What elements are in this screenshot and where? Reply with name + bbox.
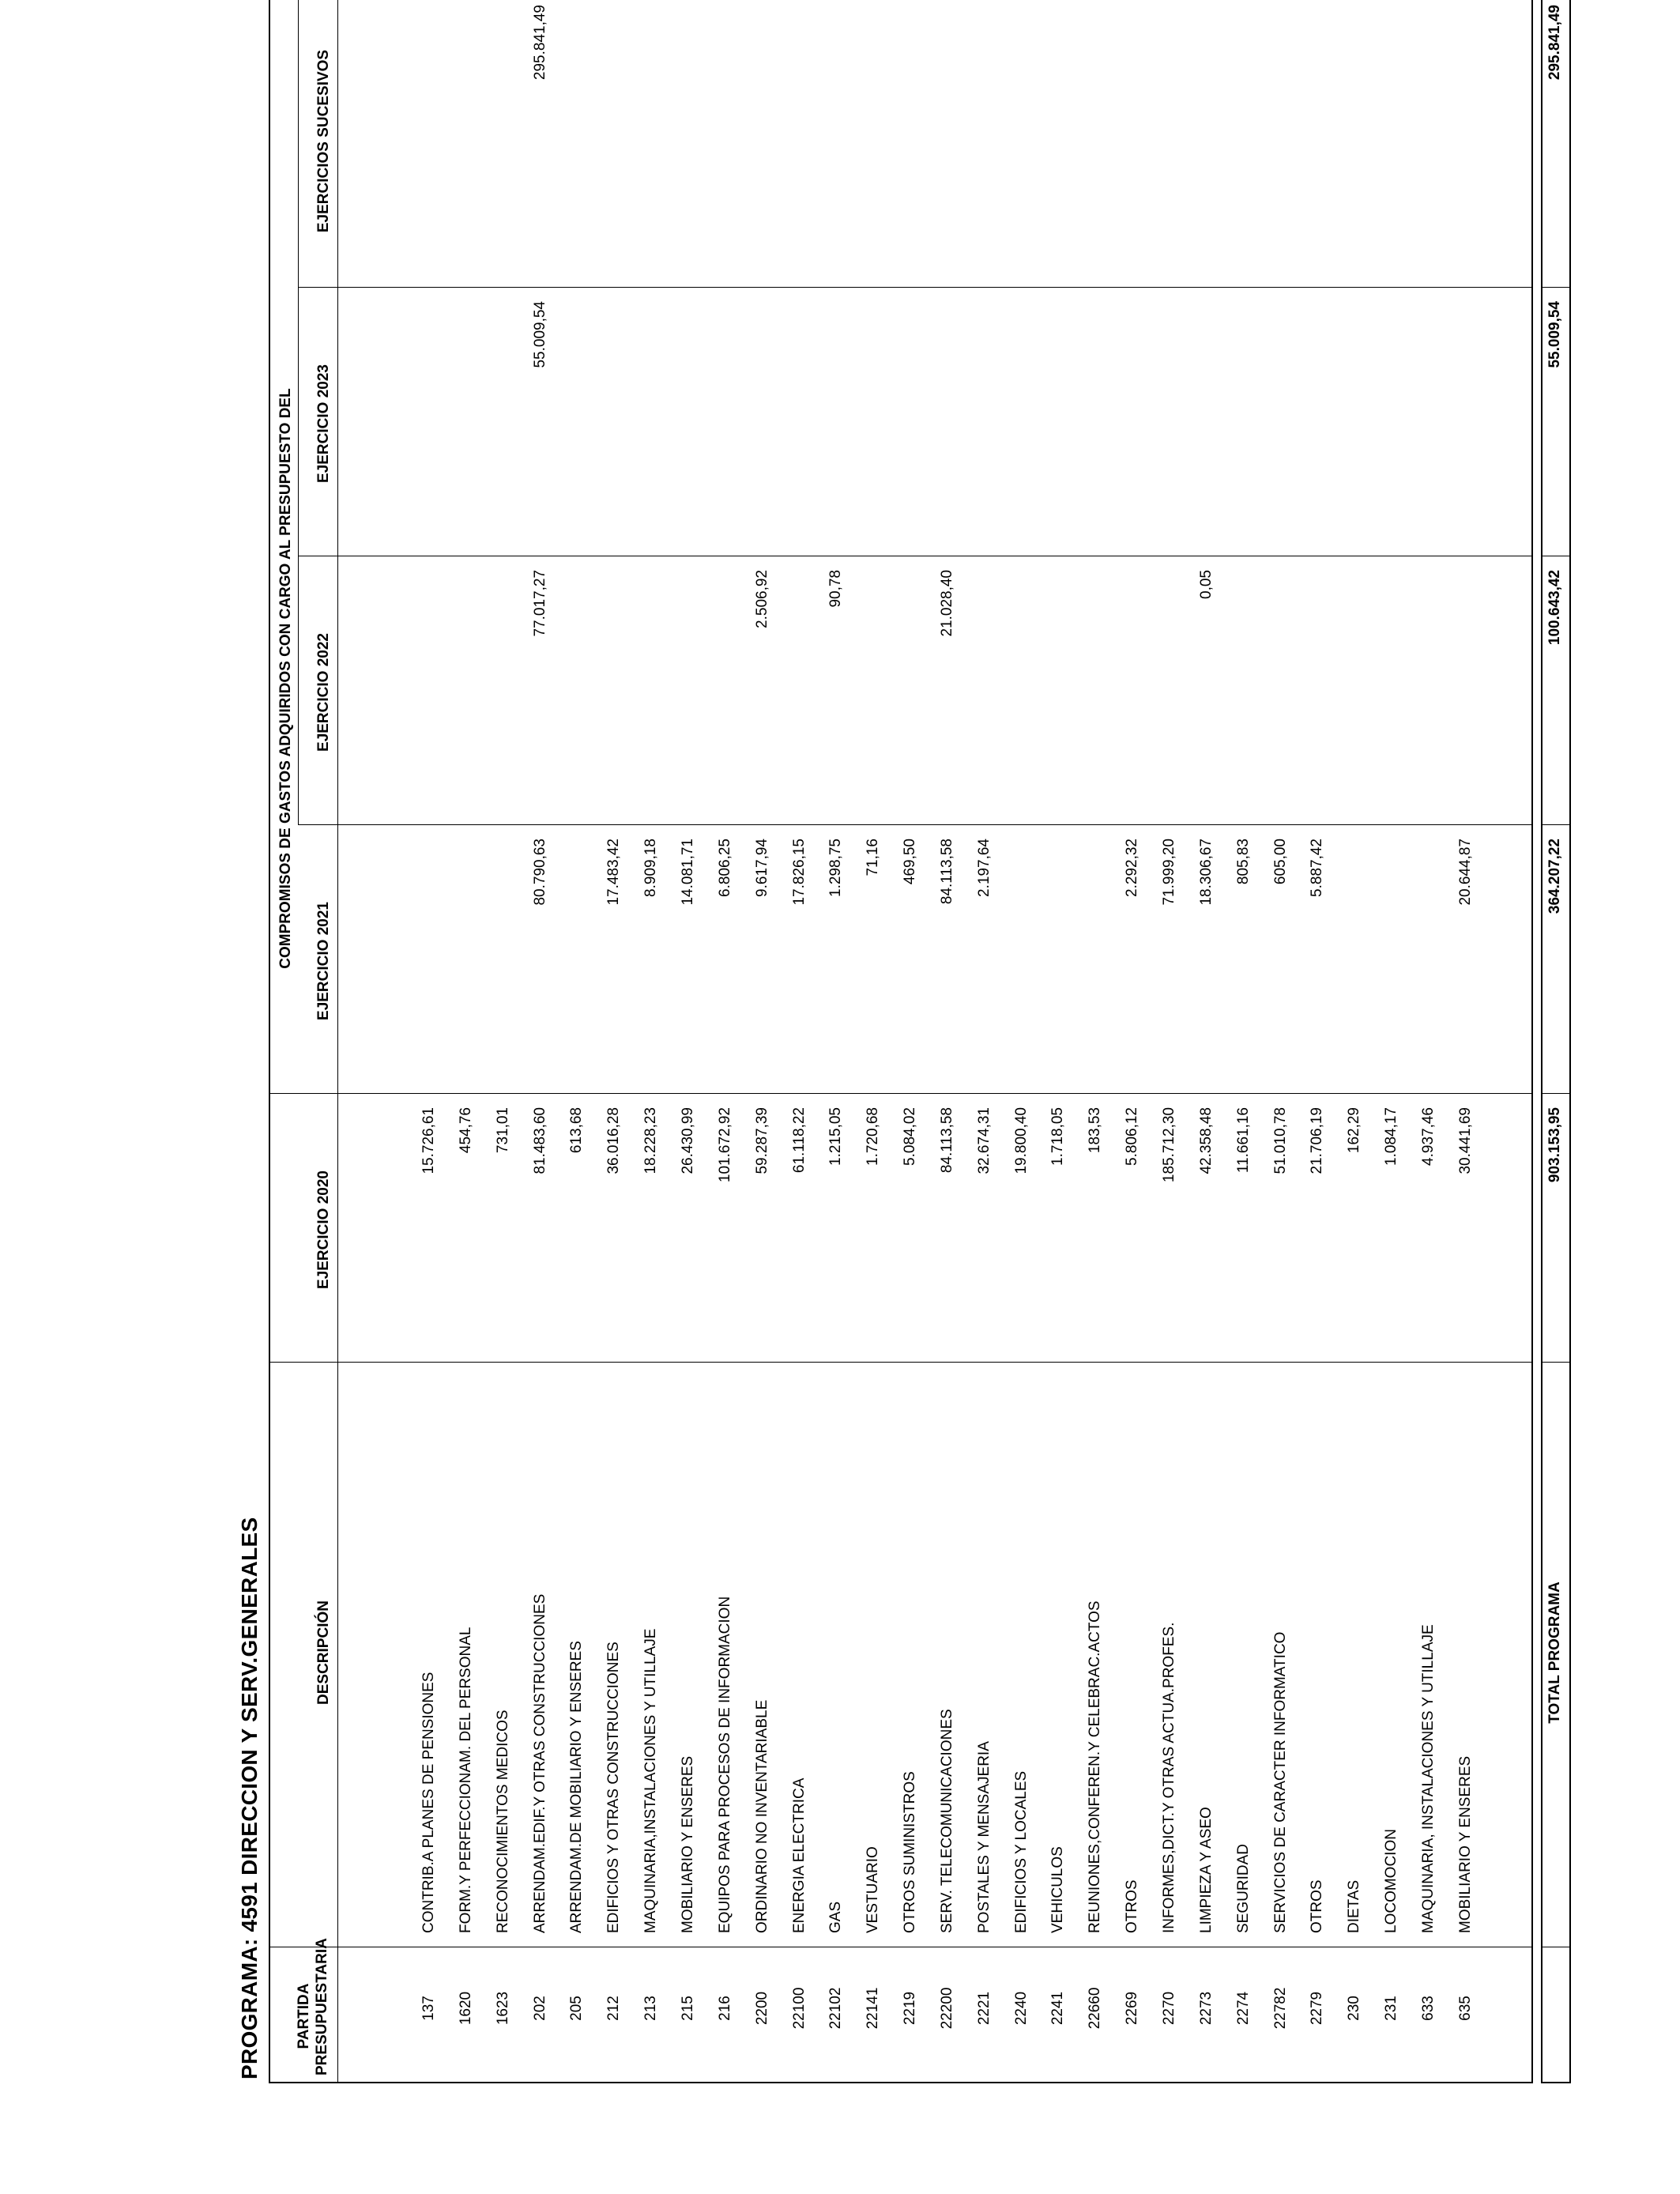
cell-suc bbox=[975, 5, 994, 289]
cell-suc bbox=[1419, 5, 1438, 289]
cell-e2020: 5.084,02 bbox=[902, 1107, 918, 1166]
cell-e2022 bbox=[1456, 570, 1475, 827]
cell-e2022 bbox=[1123, 570, 1142, 827]
cell-e2021: 9.617,94 bbox=[754, 839, 770, 897]
cell-desc: OTROS bbox=[1124, 1879, 1140, 1933]
cell-code: 213 bbox=[642, 1996, 659, 2021]
cell-e2023 bbox=[753, 301, 772, 558]
cell-e2023 bbox=[864, 301, 883, 558]
cell-e2022 bbox=[605, 570, 623, 827]
cell-e2023 bbox=[1419, 301, 1438, 558]
cell-code: 212 bbox=[605, 1996, 622, 2021]
cell-suc bbox=[1049, 5, 1068, 289]
cell-desc: POSTALES Y MENSAJERIA bbox=[976, 1741, 993, 1933]
cell-code: 2221 bbox=[976, 1991, 993, 2026]
cell-e2022 bbox=[975, 570, 994, 827]
cell-code: 22660 bbox=[1087, 1987, 1103, 2030]
cell-e2020: 26.430,99 bbox=[680, 1107, 696, 1174]
cell-suc bbox=[420, 5, 439, 289]
cell-code: 202 bbox=[532, 1996, 548, 2021]
cell-suc bbox=[679, 5, 698, 289]
cell-e2023 bbox=[605, 301, 623, 558]
cell-e2023 bbox=[457, 301, 476, 558]
cell-e2023 bbox=[420, 301, 439, 558]
cell-suc bbox=[790, 5, 809, 289]
cell-e2020: 185.712,30 bbox=[1161, 1107, 1177, 1183]
cell-suc bbox=[716, 5, 735, 289]
cell-suc bbox=[1197, 5, 1216, 289]
cell-e2021 bbox=[1345, 839, 1364, 1095]
cell-suc bbox=[567, 5, 586, 289]
cell-code: 1623 bbox=[495, 1991, 511, 2026]
cell-e2020: 84.113,58 bbox=[939, 1107, 955, 1174]
cell-e2021: 605,00 bbox=[1272, 839, 1289, 885]
cell-e2023 bbox=[1049, 301, 1068, 558]
cell-e2020: 15.726,61 bbox=[420, 1107, 437, 1174]
cell-desc: OTROS bbox=[1309, 1879, 1325, 1933]
cell-desc: ORDINARIO NO INVENTARIABLE bbox=[754, 1699, 770, 1933]
cell-e2023 bbox=[901, 301, 920, 558]
cell-code: 22100 bbox=[791, 1987, 808, 2030]
cell-e2021 bbox=[1012, 839, 1031, 1095]
cell-desc: DIETAS bbox=[1346, 1879, 1362, 1933]
cell-e2021: 8.909,18 bbox=[642, 839, 659, 897]
cell-code: 1620 bbox=[458, 1991, 474, 2026]
cell-e2023 bbox=[938, 301, 957, 558]
cell-desc: OTROS SUMINISTROS bbox=[902, 1771, 918, 1933]
cell-suc bbox=[642, 5, 661, 289]
cell-e2021: 2.197,64 bbox=[976, 839, 993, 897]
header-partida bbox=[295, 1938, 331, 2075]
cell-e2020: 731,01 bbox=[495, 1107, 511, 1154]
cell-e2020: 19.800,40 bbox=[1013, 1107, 1030, 1174]
cell-code: 2279 bbox=[1309, 1991, 1325, 2026]
cell-e2021: 6.806,25 bbox=[717, 839, 733, 897]
header-sucesivos: EJERCICIOS SUCESIVOS bbox=[315, 49, 332, 233]
cell-e2020: 1.720,68 bbox=[864, 1107, 881, 1166]
cell-e2020: 1.084,17 bbox=[1383, 1107, 1399, 1166]
cell-e2023 bbox=[1456, 301, 1475, 558]
cell-e2020: 454,76 bbox=[458, 1107, 474, 1154]
cell-suc bbox=[1160, 5, 1179, 289]
cell-desc: MAQUINARIA, INSTALACIONES Y UTILLAJE bbox=[1420, 1624, 1437, 1933]
cell-e2022 bbox=[1382, 570, 1401, 827]
cell-code: 216 bbox=[717, 1996, 733, 2021]
cell-e2020: 101.672,92 bbox=[717, 1107, 733, 1183]
cell-suc bbox=[827, 5, 846, 289]
cell-e2023 bbox=[1308, 301, 1327, 558]
total-e2023: 55.009,54 bbox=[1546, 301, 1563, 368]
cell-e2022 bbox=[679, 570, 698, 827]
cell-desc: VEHICULOS bbox=[1049, 1846, 1066, 1933]
cell-e2022: 21.028,40 bbox=[939, 570, 955, 637]
cell-e2023 bbox=[567, 301, 586, 558]
cell-e2022 bbox=[1012, 570, 1031, 827]
cell-suc bbox=[1308, 5, 1327, 289]
cell-e2022 bbox=[494, 570, 513, 827]
cell-e2021: 18.306,67 bbox=[1198, 839, 1215, 906]
cell-e2022 bbox=[864, 570, 883, 827]
cell-e2023 bbox=[1086, 301, 1105, 558]
cell-e2021: 17.483,42 bbox=[605, 839, 622, 906]
cell-desc: LIMPIEZA Y ASEO bbox=[1198, 1807, 1215, 1933]
cell-desc: MOBILIARIO Y ENSERES bbox=[680, 1755, 696, 1933]
cell-e2020: 30.441,69 bbox=[1457, 1107, 1474, 1174]
cell-suc bbox=[1086, 5, 1105, 289]
header-partida-line2: PRESUPUESTARIA bbox=[314, 1938, 330, 2075]
cell-e2023 bbox=[1382, 301, 1401, 558]
cell-code: 2269 bbox=[1124, 1991, 1140, 2026]
cell-e2022 bbox=[1234, 570, 1253, 827]
cell-suc bbox=[864, 5, 883, 289]
cell-e2022 bbox=[1160, 570, 1179, 827]
cell-e2021: 2.292,32 bbox=[1124, 839, 1140, 897]
cell-e2021 bbox=[494, 839, 513, 1095]
cell-e2022 bbox=[790, 570, 809, 827]
cell-e2020: 4.937,46 bbox=[1420, 1107, 1437, 1166]
cell-desc: EDIFICIOS Y OTRAS CONSTRUCCIONES bbox=[605, 1642, 622, 1933]
cell-e2022 bbox=[1049, 570, 1068, 827]
cell-e2023 bbox=[1012, 301, 1031, 558]
cell-suc bbox=[1345, 5, 1364, 289]
total-label: TOTAL PROGRAMA bbox=[1546, 1581, 1563, 1724]
cell-suc bbox=[1382, 5, 1401, 289]
cell-code: 2241 bbox=[1049, 1991, 1066, 2026]
header-ej2022: EJERCICIO 2022 bbox=[315, 633, 332, 752]
cell-desc: ENERGIA ELECTRICA bbox=[791, 1777, 808, 1933]
cell-desc: EDIFICIOS Y LOCALES bbox=[1013, 1770, 1030, 1933]
cell-suc bbox=[457, 5, 476, 289]
cell-e2020: 36.016,28 bbox=[605, 1107, 622, 1174]
cell-desc: GAS bbox=[827, 1901, 844, 1933]
cell-code: 2200 bbox=[754, 1991, 770, 2026]
cell-e2020: 59.287,39 bbox=[754, 1107, 770, 1174]
cell-code: 2274 bbox=[1235, 1991, 1252, 2026]
cell-code: 22102 bbox=[827, 1987, 844, 2030]
cell-desc: FORM.Y PERFECCIONAM. DEL PERSONAL bbox=[458, 1627, 474, 1933]
cell-e2023 bbox=[1160, 301, 1179, 558]
cell-desc: CONTRIB.A PLANES DE PENSIONES bbox=[420, 1672, 437, 1933]
cell-desc: MOBILIARIO Y ENSERES bbox=[1457, 1755, 1474, 1933]
cell-e2022 bbox=[420, 570, 439, 827]
header-partida-line1: PARTIDA bbox=[296, 1983, 312, 2049]
cell-e2021: 5.887,42 bbox=[1309, 839, 1325, 897]
cell-desc: INFORMES,DICT.Y OTRAS ACTUA.PROFES. bbox=[1161, 1622, 1177, 1933]
header-ej2023: EJERCICIO 2023 bbox=[315, 364, 332, 483]
cell-e2023 bbox=[975, 301, 994, 558]
cell-e2023 bbox=[827, 301, 846, 558]
cell-e2021: 14.081,71 bbox=[680, 839, 696, 906]
cell-code: 2270 bbox=[1161, 1991, 1177, 2026]
cell-e2022: 77.017,27 bbox=[532, 570, 548, 637]
cell-e2023 bbox=[1271, 301, 1290, 558]
cell-e2020: 162,29 bbox=[1346, 1107, 1362, 1154]
cell-e2021: 20.644,87 bbox=[1457, 839, 1474, 906]
cell-suc bbox=[1123, 5, 1142, 289]
cell-e2022 bbox=[716, 570, 735, 827]
cell-code: 22200 bbox=[939, 1987, 955, 2030]
cell-code: 231 bbox=[1383, 1996, 1399, 2021]
cell-e2020: 5.806,12 bbox=[1124, 1107, 1140, 1166]
header-group: COMPROMISOS DE GASTOS ADQUIRIDOS CON CARGO AL PRESUPUESTO DEL bbox=[277, 388, 294, 969]
cell-e2021: 84.113,58 bbox=[939, 839, 955, 905]
cell-desc: MAQUINARIA,INSTALACIONES Y UTILLAJE bbox=[642, 1628, 659, 1933]
cell-e2021 bbox=[1049, 839, 1068, 1095]
cell-desc: REUNIONES,CONFEREN.Y CELEBRAC.ACTOS bbox=[1087, 1600, 1103, 1933]
cell-e2022 bbox=[901, 570, 920, 827]
cell-desc: SEGURIDAD bbox=[1235, 1844, 1252, 1933]
total-e2021: 364.207,22 bbox=[1546, 839, 1563, 914]
cell-e2022 bbox=[457, 570, 476, 827]
cell-suc bbox=[1234, 5, 1253, 289]
cell-e2020: 81.483,60 bbox=[532, 1107, 548, 1174]
cell-code: 230 bbox=[1346, 1996, 1362, 2021]
total-e2020: 903.153,95 bbox=[1546, 1107, 1563, 1183]
cell-e2021 bbox=[1419, 839, 1438, 1095]
program-title: PROGRAMA: 4591 DIRECCION Y SERV.GENERALES bbox=[237, 1517, 262, 2079]
cell-e2020: 1.215,05 bbox=[827, 1107, 844, 1166]
cell-e2020: 1.718,05 bbox=[1049, 1107, 1066, 1166]
cell-e2022 bbox=[1419, 570, 1438, 827]
cell-e2022 bbox=[642, 570, 661, 827]
cell-suc bbox=[1456, 5, 1475, 289]
cell-e2022 bbox=[1345, 570, 1364, 827]
cell-e2023 bbox=[642, 301, 661, 558]
cell-e2023: 55.009,54 bbox=[532, 301, 548, 368]
cell-desc: EQUIPOS PARA PROCESOS DE INFORMACION bbox=[717, 1596, 733, 1933]
cell-e2021: 469,50 bbox=[902, 839, 918, 885]
cell-code: 2219 bbox=[902, 1991, 918, 2026]
cell-e2021 bbox=[1382, 839, 1401, 1095]
cell-e2023 bbox=[1197, 301, 1216, 558]
cell-e2020: 42.358,48 bbox=[1198, 1107, 1215, 1174]
cell-e2021: 71.999,20 bbox=[1161, 839, 1177, 906]
cell-code: 205 bbox=[568, 1996, 585, 2021]
cell-code: 633 bbox=[1420, 1996, 1437, 2021]
cell-e2023 bbox=[679, 301, 698, 558]
cell-e2023 bbox=[1123, 301, 1142, 558]
header-divider bbox=[337, 0, 338, 2082]
cell-desc: SERVICIOS DE CARACTER INFORMATICO bbox=[1272, 1631, 1289, 1933]
cell-desc: RECONOCIMIENTOS MEDICOS bbox=[495, 1710, 511, 1933]
cell-code: 215 bbox=[680, 1996, 696, 2021]
cell-desc: ARRENDAM.EDIF.Y OTRAS CONSTRUCCIONES bbox=[532, 1593, 548, 1933]
cell-desc: SERV. TELECOMUNICACIONES bbox=[939, 1709, 955, 1933]
cell-e2021 bbox=[457, 839, 476, 1095]
cell-e2021: 1.298,75 bbox=[827, 839, 844, 897]
cell-e2022: 2.506,92 bbox=[754, 570, 770, 628]
cell-suc bbox=[494, 5, 513, 289]
header-ej2021: EJERCICIO 2021 bbox=[315, 902, 332, 1020]
header-descripcion: DESCRIPCIÓN bbox=[315, 1600, 332, 1705]
cell-e2022 bbox=[567, 570, 586, 827]
cell-code: 137 bbox=[420, 1996, 437, 2021]
cell-e2020: 613,68 bbox=[568, 1107, 585, 1154]
cell-suc bbox=[901, 5, 920, 289]
cell-e2023 bbox=[716, 301, 735, 558]
cell-e2020: 51.010,78 bbox=[1272, 1107, 1289, 1174]
cell-desc: ARRENDAM.DE MOBILIARIO Y ENSERES bbox=[568, 1641, 585, 1933]
cell-e2021: 71,16 bbox=[864, 839, 881, 876]
cell-e2023 bbox=[494, 301, 513, 558]
cell-e2021: 805,83 bbox=[1235, 839, 1252, 885]
cell-desc: VESTUARIO bbox=[864, 1846, 881, 1933]
cell-e2022 bbox=[1086, 570, 1105, 827]
cell-suc bbox=[1012, 5, 1031, 289]
cell-e2021 bbox=[567, 839, 586, 1095]
cell-suc bbox=[753, 5, 772, 289]
cell-suc bbox=[938, 5, 957, 289]
cell-e2021: 17.826,15 bbox=[791, 839, 808, 906]
cell-e2023 bbox=[790, 301, 809, 558]
cell-e2022: 0,05 bbox=[1198, 570, 1215, 599]
cell-suc bbox=[1271, 5, 1290, 289]
cell-e2020: 21.706,19 bbox=[1309, 1107, 1325, 1174]
cell-e2022: 90,78 bbox=[827, 570, 844, 608]
cell-suc bbox=[605, 5, 623, 289]
cell-code: 635 bbox=[1457, 1996, 1474, 2021]
total-sucesivos: 295.841,49 bbox=[1546, 5, 1563, 81]
cell-e2023 bbox=[1234, 301, 1253, 558]
cell-e2020: 32.674,31 bbox=[976, 1107, 993, 1174]
cell-e2023 bbox=[1345, 301, 1364, 558]
total-e2022: 100.643,42 bbox=[1546, 570, 1563, 646]
cell-e2020: 61.118,22 bbox=[791, 1107, 808, 1174]
cell-suc: 295.841,49 bbox=[532, 5, 548, 81]
cell-code: 2240 bbox=[1013, 1991, 1030, 2026]
cell-e2021: 80.790,63 bbox=[532, 839, 548, 906]
cell-desc: LOCOMOCION bbox=[1383, 1829, 1399, 1933]
header-ej2020: EJERCICIO 2020 bbox=[315, 1171, 332, 1289]
cell-e2021 bbox=[1086, 839, 1105, 1095]
cell-e2022 bbox=[1271, 570, 1290, 827]
cell-e2020: 11.661,16 bbox=[1235, 1107, 1252, 1174]
cell-code: 22782 bbox=[1272, 1987, 1289, 2030]
cell-e2021 bbox=[420, 839, 439, 1095]
group-header-divider bbox=[298, 0, 299, 825]
cell-e2022 bbox=[1308, 570, 1327, 827]
cell-e2020: 183,53 bbox=[1087, 1107, 1103, 1154]
cell-e2020: 18.228,23 bbox=[642, 1107, 659, 1174]
cell-code: 22141 bbox=[864, 1987, 881, 2030]
cell-code: 2273 bbox=[1198, 1991, 1215, 2026]
